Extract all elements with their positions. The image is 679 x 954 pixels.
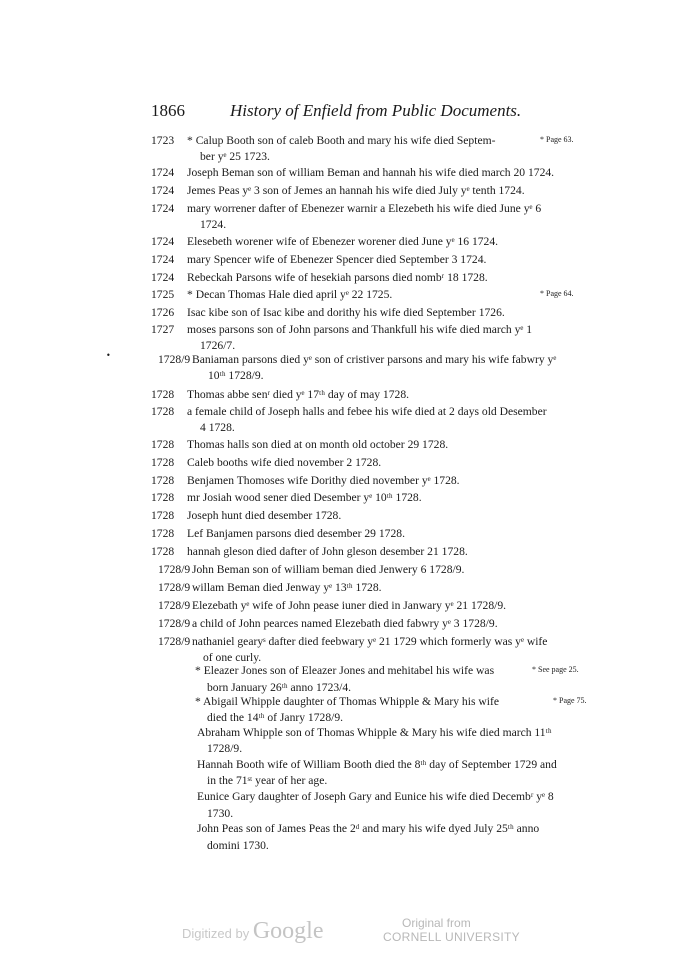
entry-year: 1728 <box>151 491 175 504</box>
entry-year: 1728 <box>151 527 175 540</box>
entry-year: 1728/9 <box>158 563 191 576</box>
entry-text: Isac kibe son of Isac kibe and dorithy his wife died September 1726. <box>187 306 505 319</box>
entry-text: willam Beman died Jenway yᵉ 13ᵗʰ 1728. <box>192 581 382 594</box>
undated-entry-continuation: 1730. <box>207 807 234 820</box>
undated-entry-text: John Peas son of James Peas the 2ᵈ and mary his wife dyed July 25ᵗʰ anno <box>197 822 540 835</box>
undated-entry-text: * Eleazer Jones son of Eleazer Jones and mehitabel his wife was <box>195 664 495 677</box>
undated-entry-text: Eunice Gary daughter of Joseph Gary and Eunice his wife died Decembʳ yᵉ 8 <box>197 790 554 803</box>
entry-text: mary Spencer wife of Ebenezer Spencer died September 3 1724. <box>187 253 487 266</box>
page-number: 1866 <box>151 101 185 120</box>
undated-entry-text: * Abigail Whipple daughter of Thomas Whipple & Mary his wife <box>195 695 499 708</box>
entry-text: Jemes Peas yᵉ 3 son of Jemes an hannah his wife died July yᵉ tenth 1724. <box>187 184 525 197</box>
entry-year: 1724 <box>151 202 175 215</box>
margin-dot: • <box>106 351 111 360</box>
entry-continuation: 1726/7. <box>200 339 236 352</box>
entry-year: 1728/9 <box>158 581 191 594</box>
entry-year: 1728 <box>151 456 175 469</box>
entry-year: 1728/9 <box>158 353 191 366</box>
entry-year: 1724 <box>151 271 175 284</box>
undated-entry-continuation: 1728/9. <box>207 742 243 755</box>
entry-text: a female child of Joseph halls and febee his wife died at 2 days old Desember <box>187 405 547 418</box>
entry-year: 1728 <box>151 545 175 558</box>
entry-text: moses parsons son of John parsons and Thankfull his wife died march yᵉ 1 <box>187 323 533 336</box>
entry-year: 1728/9 <box>158 599 191 612</box>
undated-entry-continuation: domini 1730. <box>207 839 269 852</box>
margin-page-reference: * See page 25. <box>532 665 579 674</box>
margin-page-reference: * Page 75. <box>553 696 587 705</box>
entry-year: 1727 <box>151 323 175 336</box>
entry-year: 1724 <box>151 166 175 179</box>
entry-year: 1728 <box>151 438 175 451</box>
entry-continuation: ber yᵉ 25 1723. <box>200 150 270 163</box>
undated-entry-continuation: born January 26ᵗʰ anno 1723/4. <box>207 681 352 694</box>
entry-text: Lef Banjamen parsons died desember 29 1728. <box>187 527 405 540</box>
entry-text: Rebeckah Parsons wife of hesekiah parsons died nombʳ 18 1728. <box>187 271 488 284</box>
entry-year: 1725 <box>151 288 175 301</box>
original-from-label: Original from <box>402 916 471 930</box>
entry-continuation: of one curly. <box>203 651 262 664</box>
undated-entry-continuation: in the 71ˢᵗ year of her age. <box>207 774 328 787</box>
entry-text: nathaniel gearyˢ dafter died feebwary yᵉ 21 1729 which formerly was yᵉ wife <box>192 635 548 648</box>
entry-year: 1728/9 <box>158 617 191 630</box>
entry-text: Thomas abbe senʳ died yᵉ 17ᵗʰ day of may 1728. <box>187 388 410 401</box>
page-title: History of Enfield from Public Documents. <box>230 101 522 120</box>
entry-text: mary worrener dafter of Ebenezer warnir a Elezebeth his wife died June yᵉ 6 <box>187 202 542 215</box>
entry-text: Elezebath yᵉ wife of John pease iuner died in Janwary yᵉ 21 1728/9. <box>192 599 507 612</box>
entry-text: Thomas halls son died at on month old october 29 1728. <box>187 438 449 451</box>
entry-year: 1728 <box>151 405 175 418</box>
entry-text: Elesebeth worener wife of Ebenezer worener died June yᵉ 16 1724. <box>187 235 499 248</box>
entry-text: * Calup Booth son of caleb Booth and mary his wife died Septem- <box>187 134 496 147</box>
margin-page-reference: * Page 63. <box>540 135 574 144</box>
entry-text: Baniaman parsons died yᵉ son of cristiver parsons and mary his wife fabwry yᵉ <box>192 353 557 366</box>
entry-text: Joseph hunt died desember 1728. <box>187 509 342 522</box>
entry-text: Joseph Beman son of william Beman and hannah his wife died march 20 1724. <box>187 166 555 179</box>
entry-year: 1728 <box>151 388 175 401</box>
undated-entry-continuation: died the 14ᵗʰ of Janry 1728/9. <box>207 711 344 724</box>
entry-text: mr Josiah wood sener died Desember yᵉ 10ᵗʰ 1728. <box>187 491 422 504</box>
entry-text: Caleb booths wife died november 2 1728. <box>187 456 382 469</box>
entry-continuation: 10ᵗʰ 1728/9. <box>208 369 264 382</box>
digitized-prefix: Digitized by <box>182 926 250 941</box>
margin-page-reference: * Page 64. <box>540 289 574 298</box>
entry-year: 1723 <box>151 134 175 147</box>
entry-year: 1726 <box>151 306 175 319</box>
entry-text: hannah gleson died dafter of John gleson desember 21 1728. <box>187 545 468 558</box>
entry-text: John Beman son of william beman died Jenwery 6 1728/9. <box>192 563 465 576</box>
entry-year: 1724 <box>151 253 175 266</box>
undated-entry-text: Hannah Booth wife of William Booth died the 8ᵗʰ day of September 1729 and <box>197 758 557 771</box>
entry-year: 1728 <box>151 474 175 487</box>
entry-text: a child of John pearces named Elezebath died fabwry yᵉ 3 1728/9. <box>192 617 498 630</box>
entry-text: * Decan Thomas Hale died april yᵉ 22 1725. <box>187 288 393 301</box>
entry-year: 1728/9 <box>158 635 191 648</box>
entry-year: 1724 <box>151 235 175 248</box>
entry-year: 1728 <box>151 509 175 522</box>
entry-continuation: 4 1728. <box>200 421 235 434</box>
entry-continuation: 1724. <box>200 218 227 231</box>
google-logo: Google <box>252 918 324 944</box>
digitized-by-watermark <box>182 918 323 945</box>
undated-entry-text: Abraham Whipple son of Thomas Whipple & Mary his wife died march 11ᵗʰ <box>197 726 552 739</box>
entry-text: Benjamen Thomoses wife Dorithy died november yᵉ 1728. <box>187 474 460 487</box>
original-source-label: CORNELL UNIVERSITY <box>383 930 520 944</box>
entry-year: 1724 <box>151 184 175 197</box>
